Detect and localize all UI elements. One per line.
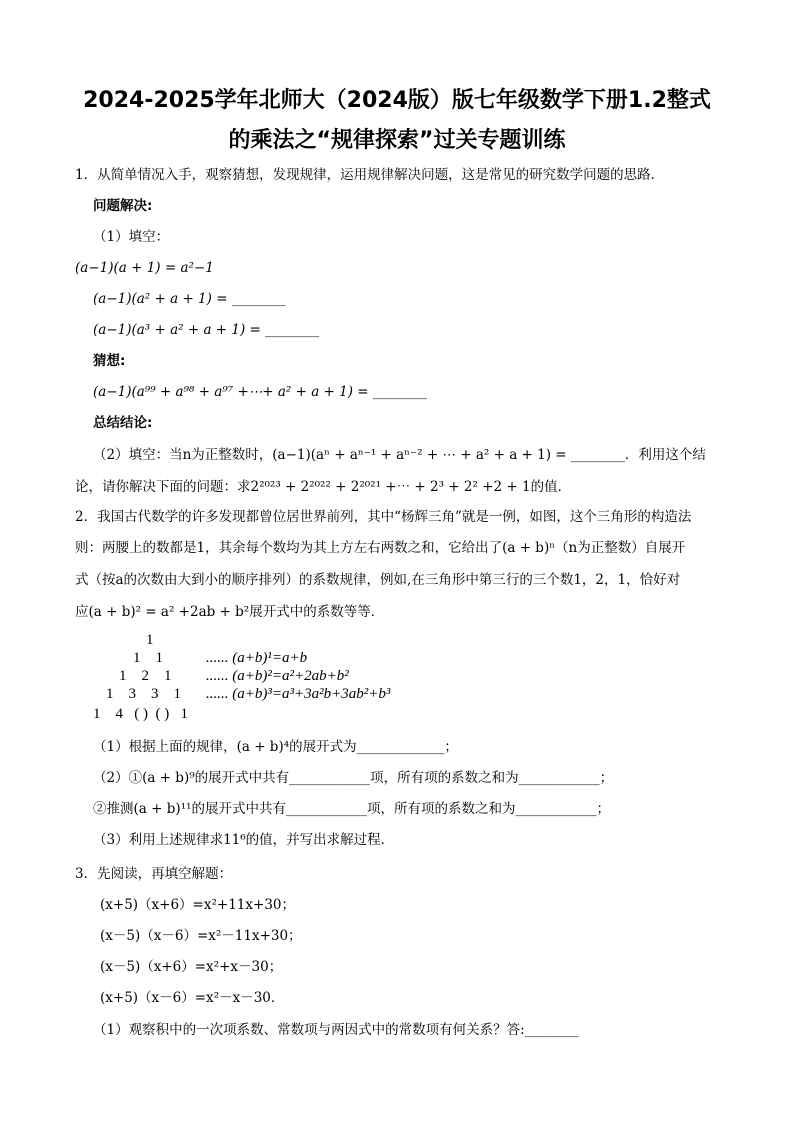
q2-text-line3: 式（按a的次数由大到小的顺序排列）的系数规律，例如,在三角形中第三行的三个数1，2，1，恰好对 (75, 572, 681, 588)
q2-sub1: （1）根据上面的规律，(a + b)⁴的展开式为_____________； (93, 739, 458, 755)
triangle-row-1: 1 (146, 632, 154, 648)
q3-example4: (x+5)（x－6）=x²－x－30． (100, 990, 285, 1006)
document-title-line1: 2024-2025学年北师大（2024版）版七年级数学下册1.2整式 (83, 88, 711, 113)
triangle-row-3: 1 2 1 (119, 668, 172, 684)
q1-part2-line1: （2）填空：当n为正整数时，(a−1)(aⁿ + aⁿ⁻¹ + aⁿ⁻² + ⋯ + a² + a + 1) = ________．利用这个结 (93, 447, 706, 463)
expansion-2: ...... (a+b)²=a²+2ab+b² (206, 668, 349, 684)
q1-heading-solve: 问题解决: (93, 198, 153, 214)
q2-sub2-part1: （2）①(a + b)⁹的展开式中共有____________项，所有项的系数之和为____________； (93, 770, 614, 786)
q2-sub3: （3）利用上述规律求11⁶的值，并写出求解过程． (93, 832, 395, 848)
q1-part2-line2: 论，请你解决下面的问题：求2²⁰²³ + 2²⁰²² + 2²⁰²¹ +⋯ + 2³ + 2² +2 + 1的值． (75, 479, 572, 495)
q1-part1: （1）填空： (93, 229, 170, 245)
q2-text-line1: 2．我国古代数学的许多发现都曾位居世界前列，其中“杨辉三角”就是一例，如图，这个三角形的构造法 (75, 509, 692, 525)
q1-eq3: (a−1)(a³ + a² + a + 1) = ________ (93, 322, 320, 338)
q2-text-line4: 应(a + b)² = a² +2ab + b²展开式中的系数等等． (75, 604, 385, 620)
q3-example2: (x－5)（x－6）=x²－11x+30； (100, 928, 302, 944)
q1-eq2: (a−1)(a² + a + 1) = ________ (93, 291, 286, 307)
q2-text-line2: 则：两腰上的数都是1，其余每个数均为其上方左右两数之和，它给出了(a + b)ⁿ（n为正整数）自展开 (75, 540, 686, 556)
triangle-row-4: 1 3 3 1 (106, 686, 181, 702)
q3-example3: (x－5)（x+6）=x²+x－30； (100, 959, 283, 975)
q3-example1: (x+5)（x+6）=x²+11x+30； (100, 897, 295, 913)
q1-intro: 1．从简单情况入手，观察猜想，发现规律，运用规律解决问题，这是常见的研究数学问题的思路． (75, 167, 665, 183)
q3-intro: 3．先阅读，再填空解题： (75, 866, 233, 882)
q3-sub1: （1）观察积中的一次项系数、常数项与两因式中的常数项有何关系？答:________ (93, 1022, 579, 1038)
q1-eq4: (a−1)(a⁹⁹ + a⁹⁸ + a⁹⁷ +⋯+ a² + a + 1) = ________ (93, 384, 427, 400)
q1-heading-guess: 猜想: (93, 353, 126, 369)
q1-eq1: (a−1)(a + 1) = a²−1 (75, 260, 214, 276)
q2-sub2-part2: ②推测(a + b)¹¹的展开式中共有____________项，所有项的系数之和为____________； (93, 801, 610, 817)
triangle-row-5: 1 4 ( ) ( ) 1 (93, 706, 188, 722)
expansion-1: ...... (a+b)¹=a+b (206, 650, 308, 666)
document-title-line2: 的乘法之“规律探索”过关专题训练 (228, 128, 566, 153)
expansion-3: ...... (a+b)³=a³+3a²b+3ab²+b³ (206, 686, 391, 702)
triangle-row-2: 1 1 (133, 650, 163, 666)
q1-heading-summary: 总结结论: (93, 415, 153, 431)
